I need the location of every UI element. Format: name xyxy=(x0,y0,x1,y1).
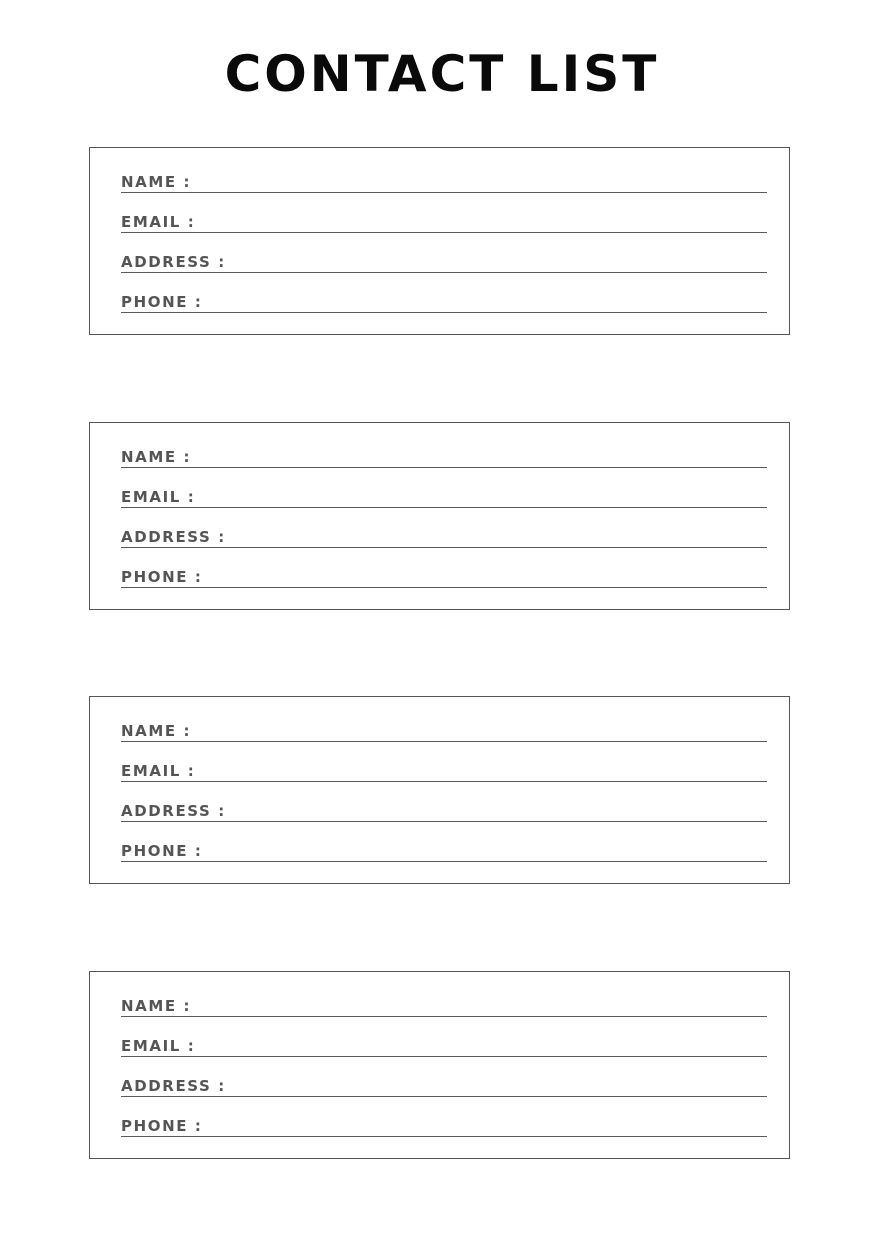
name-field[interactable] xyxy=(121,714,767,742)
contact-card-4 xyxy=(89,971,790,1159)
name-field[interactable] xyxy=(121,989,767,1017)
contact-card-3 xyxy=(89,696,790,884)
phone-field[interactable] xyxy=(121,285,767,313)
page-title: CONTACT LIST xyxy=(224,45,660,103)
phone-field[interactable] xyxy=(121,1109,767,1137)
phone-label: PHONE : xyxy=(121,1117,203,1135)
address-field[interactable] xyxy=(121,794,767,822)
phone-label: PHONE : xyxy=(121,293,203,311)
name-field[interactable] xyxy=(121,165,767,193)
contact-card-1 xyxy=(89,147,790,335)
email-field[interactable] xyxy=(121,754,767,782)
name-label: NAME : xyxy=(121,448,192,466)
email-field[interactable] xyxy=(121,480,767,508)
address-label: ADDRESS : xyxy=(121,528,226,546)
contact-card-2 xyxy=(89,422,790,610)
address-label: ADDRESS : xyxy=(121,253,226,271)
phone-label: PHONE : xyxy=(121,568,203,586)
phone-field[interactable] xyxy=(121,834,767,862)
name-label: NAME : xyxy=(121,997,192,1015)
email-label: EMAIL : xyxy=(121,762,196,780)
address-field[interactable] xyxy=(121,1069,767,1097)
name-label: NAME : xyxy=(121,173,192,191)
email-label: EMAIL : xyxy=(121,1037,196,1055)
name-field[interactable] xyxy=(121,440,767,468)
email-label: EMAIL : xyxy=(121,488,196,506)
address-label: ADDRESS : xyxy=(121,1077,226,1095)
address-field[interactable] xyxy=(121,520,767,548)
email-field[interactable] xyxy=(121,1029,767,1057)
address-field[interactable] xyxy=(121,245,767,273)
email-label: EMAIL : xyxy=(121,213,196,231)
name-label: NAME : xyxy=(121,722,192,740)
phone-label: PHONE : xyxy=(121,842,203,860)
email-field[interactable] xyxy=(121,205,767,233)
address-label: ADDRESS : xyxy=(121,802,226,820)
phone-field[interactable] xyxy=(121,560,767,588)
